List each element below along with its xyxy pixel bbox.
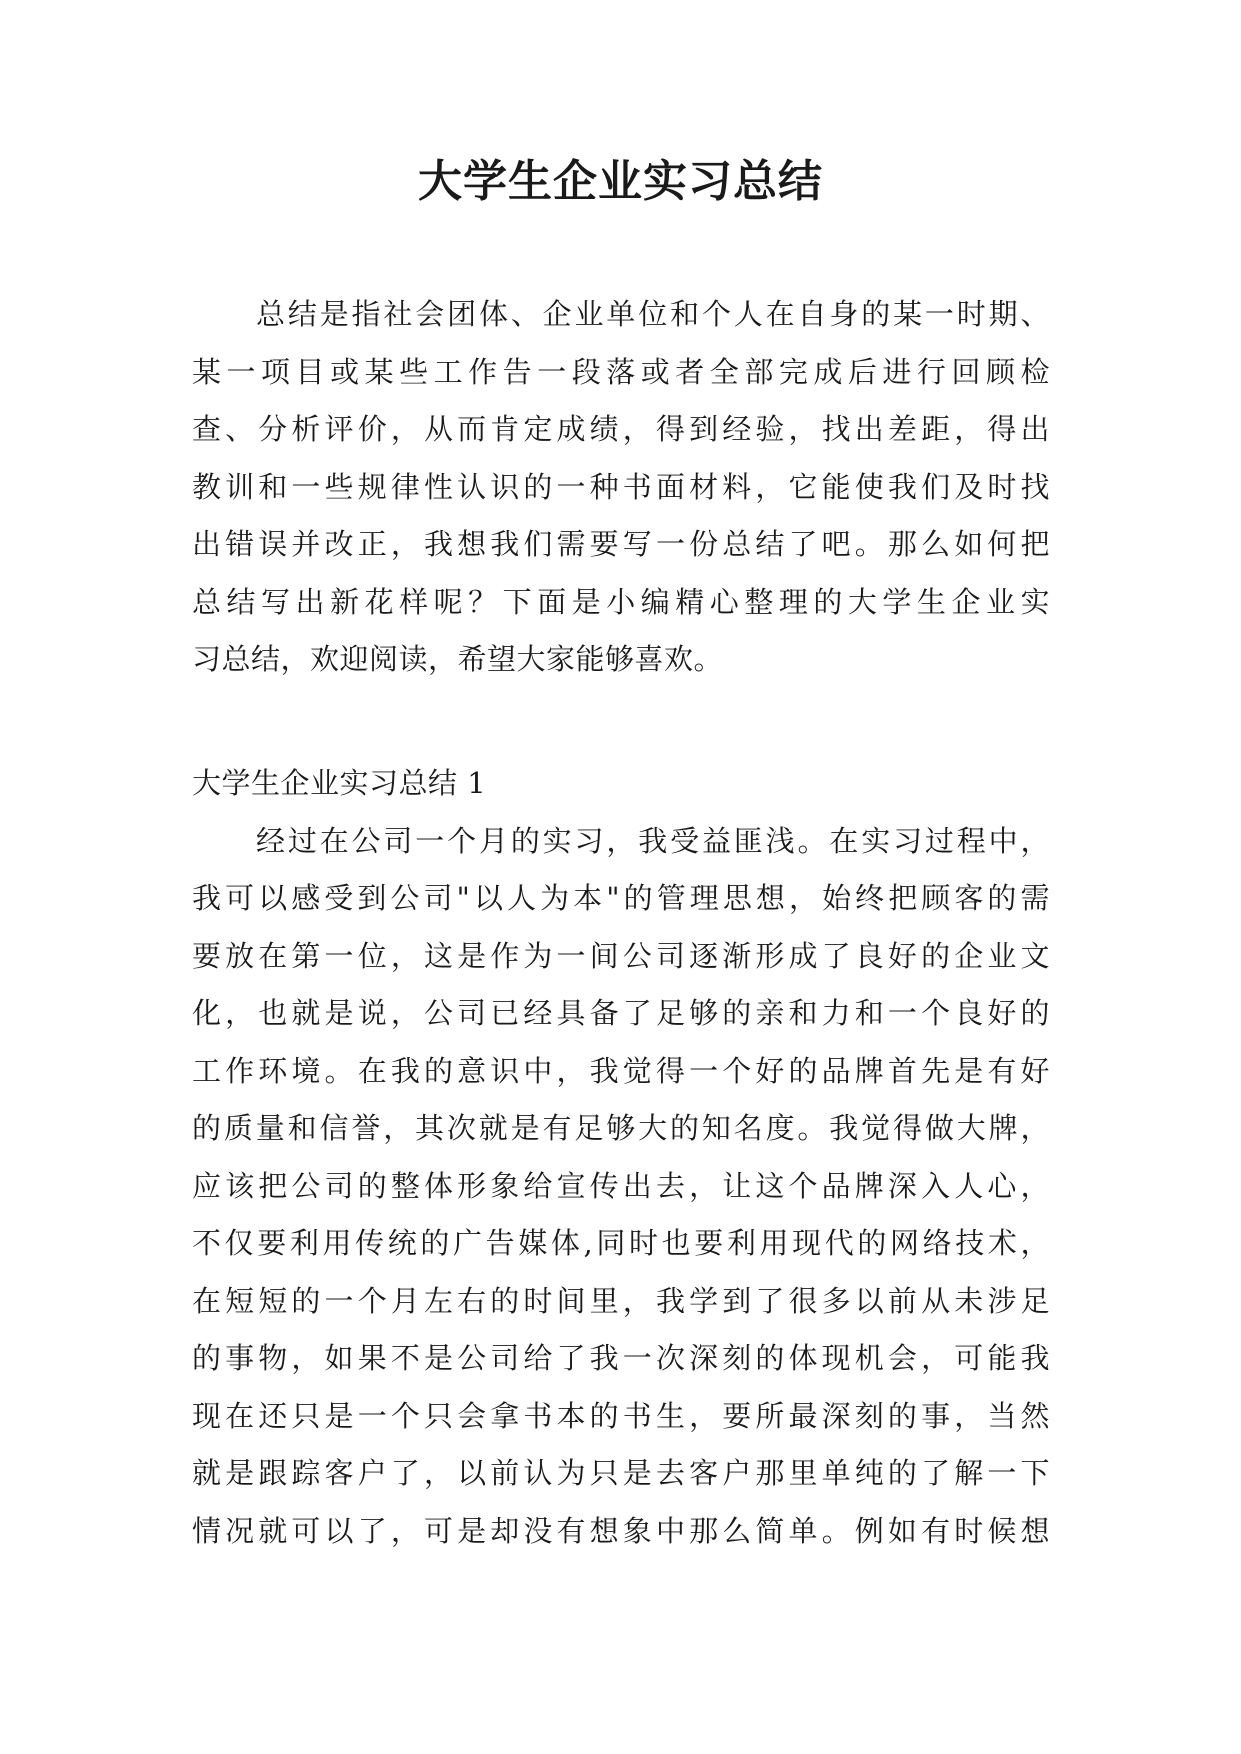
paragraph-line: 的质量和信誉，其次就是有足够大的知名度。我觉得做大牌， <box>192 1111 1050 1145</box>
paragraph-line: 应该把公司的整体形象给宣传出去，让这个品牌深入人心， <box>192 1168 1050 1203</box>
paragraph-line: 总结是指社会团体、企业单位和个人在自身的某一时期、 <box>256 297 1050 331</box>
paragraph-line: 经过在公司一个月的实习，我受益匪浅。在实习过程中， <box>256 823 1050 858</box>
section-heading: 大学生企业实习总结 1 <box>192 766 487 800</box>
intro-paragraph <box>192 286 1050 689</box>
document-title: 大学生企业实习总结 <box>418 156 823 207</box>
paragraph-line: 教训和一些规律性认识的一种书面材料，它能使我们及时找 <box>192 469 1050 504</box>
paragraph-line: 某一项目或某些工作告一段落或者全部完成后进行回顾检 <box>192 354 1050 389</box>
paragraph-line: 习总结，欢迎阅读，希望大家能够喜欢。 <box>192 642 724 676</box>
paragraph-line: 化，也就是说，公司已经具备了足够的亲和力和一个良好的 <box>192 996 1050 1030</box>
paragraph-line: 查、分析评价，从而肯定成绩，得到经验，找出差距，得出 <box>192 412 1050 446</box>
paragraph-line: 我可以感受到公司"以人为本"的管理思想，始终把顾客的需 <box>192 881 1050 915</box>
paragraph-line: 要放在第一位，这是作为一间公司逐渐形成了良好的企业文 <box>192 938 1050 973</box>
paragraph-line: 现在还只是一个只会拿书本的书生，要所最深刻的事，当然 <box>192 1398 1050 1433</box>
paragraph-line: 总结写出新花样呢？下面是小编精心整理的大学生企业实 <box>192 584 1050 619</box>
paragraph-line: 出错误并改正，我想我们需要写一份总结了吧。那么如何把 <box>192 527 1050 561</box>
paragraph-line: 就是跟踪客户了，以前认为只是去客户那里单纯的了解一下 <box>192 1456 1050 1490</box>
paragraph-line: 的事物，如果不是公司给了我一次深刻的体现机会，可能我 <box>192 1341 1050 1375</box>
paragraph-line: 情况就可以了，可是却没有想象中那么简单。例如有时候想 <box>192 1513 1050 1548</box>
section-1 <box>192 755 1050 1560</box>
paragraph-line: 在短短的一个月左右的时间里，我学到了很多以前从未涉足 <box>192 1283 1050 1318</box>
paragraph-line: 工作环境。在我的意识中，我觉得一个好的品牌首先是有好 <box>192 1053 1050 1088</box>
paragraph-line: 不仅要利用传统的广告媒体,同时也要利用现代的网络技术， <box>192 1226 1050 1260</box>
